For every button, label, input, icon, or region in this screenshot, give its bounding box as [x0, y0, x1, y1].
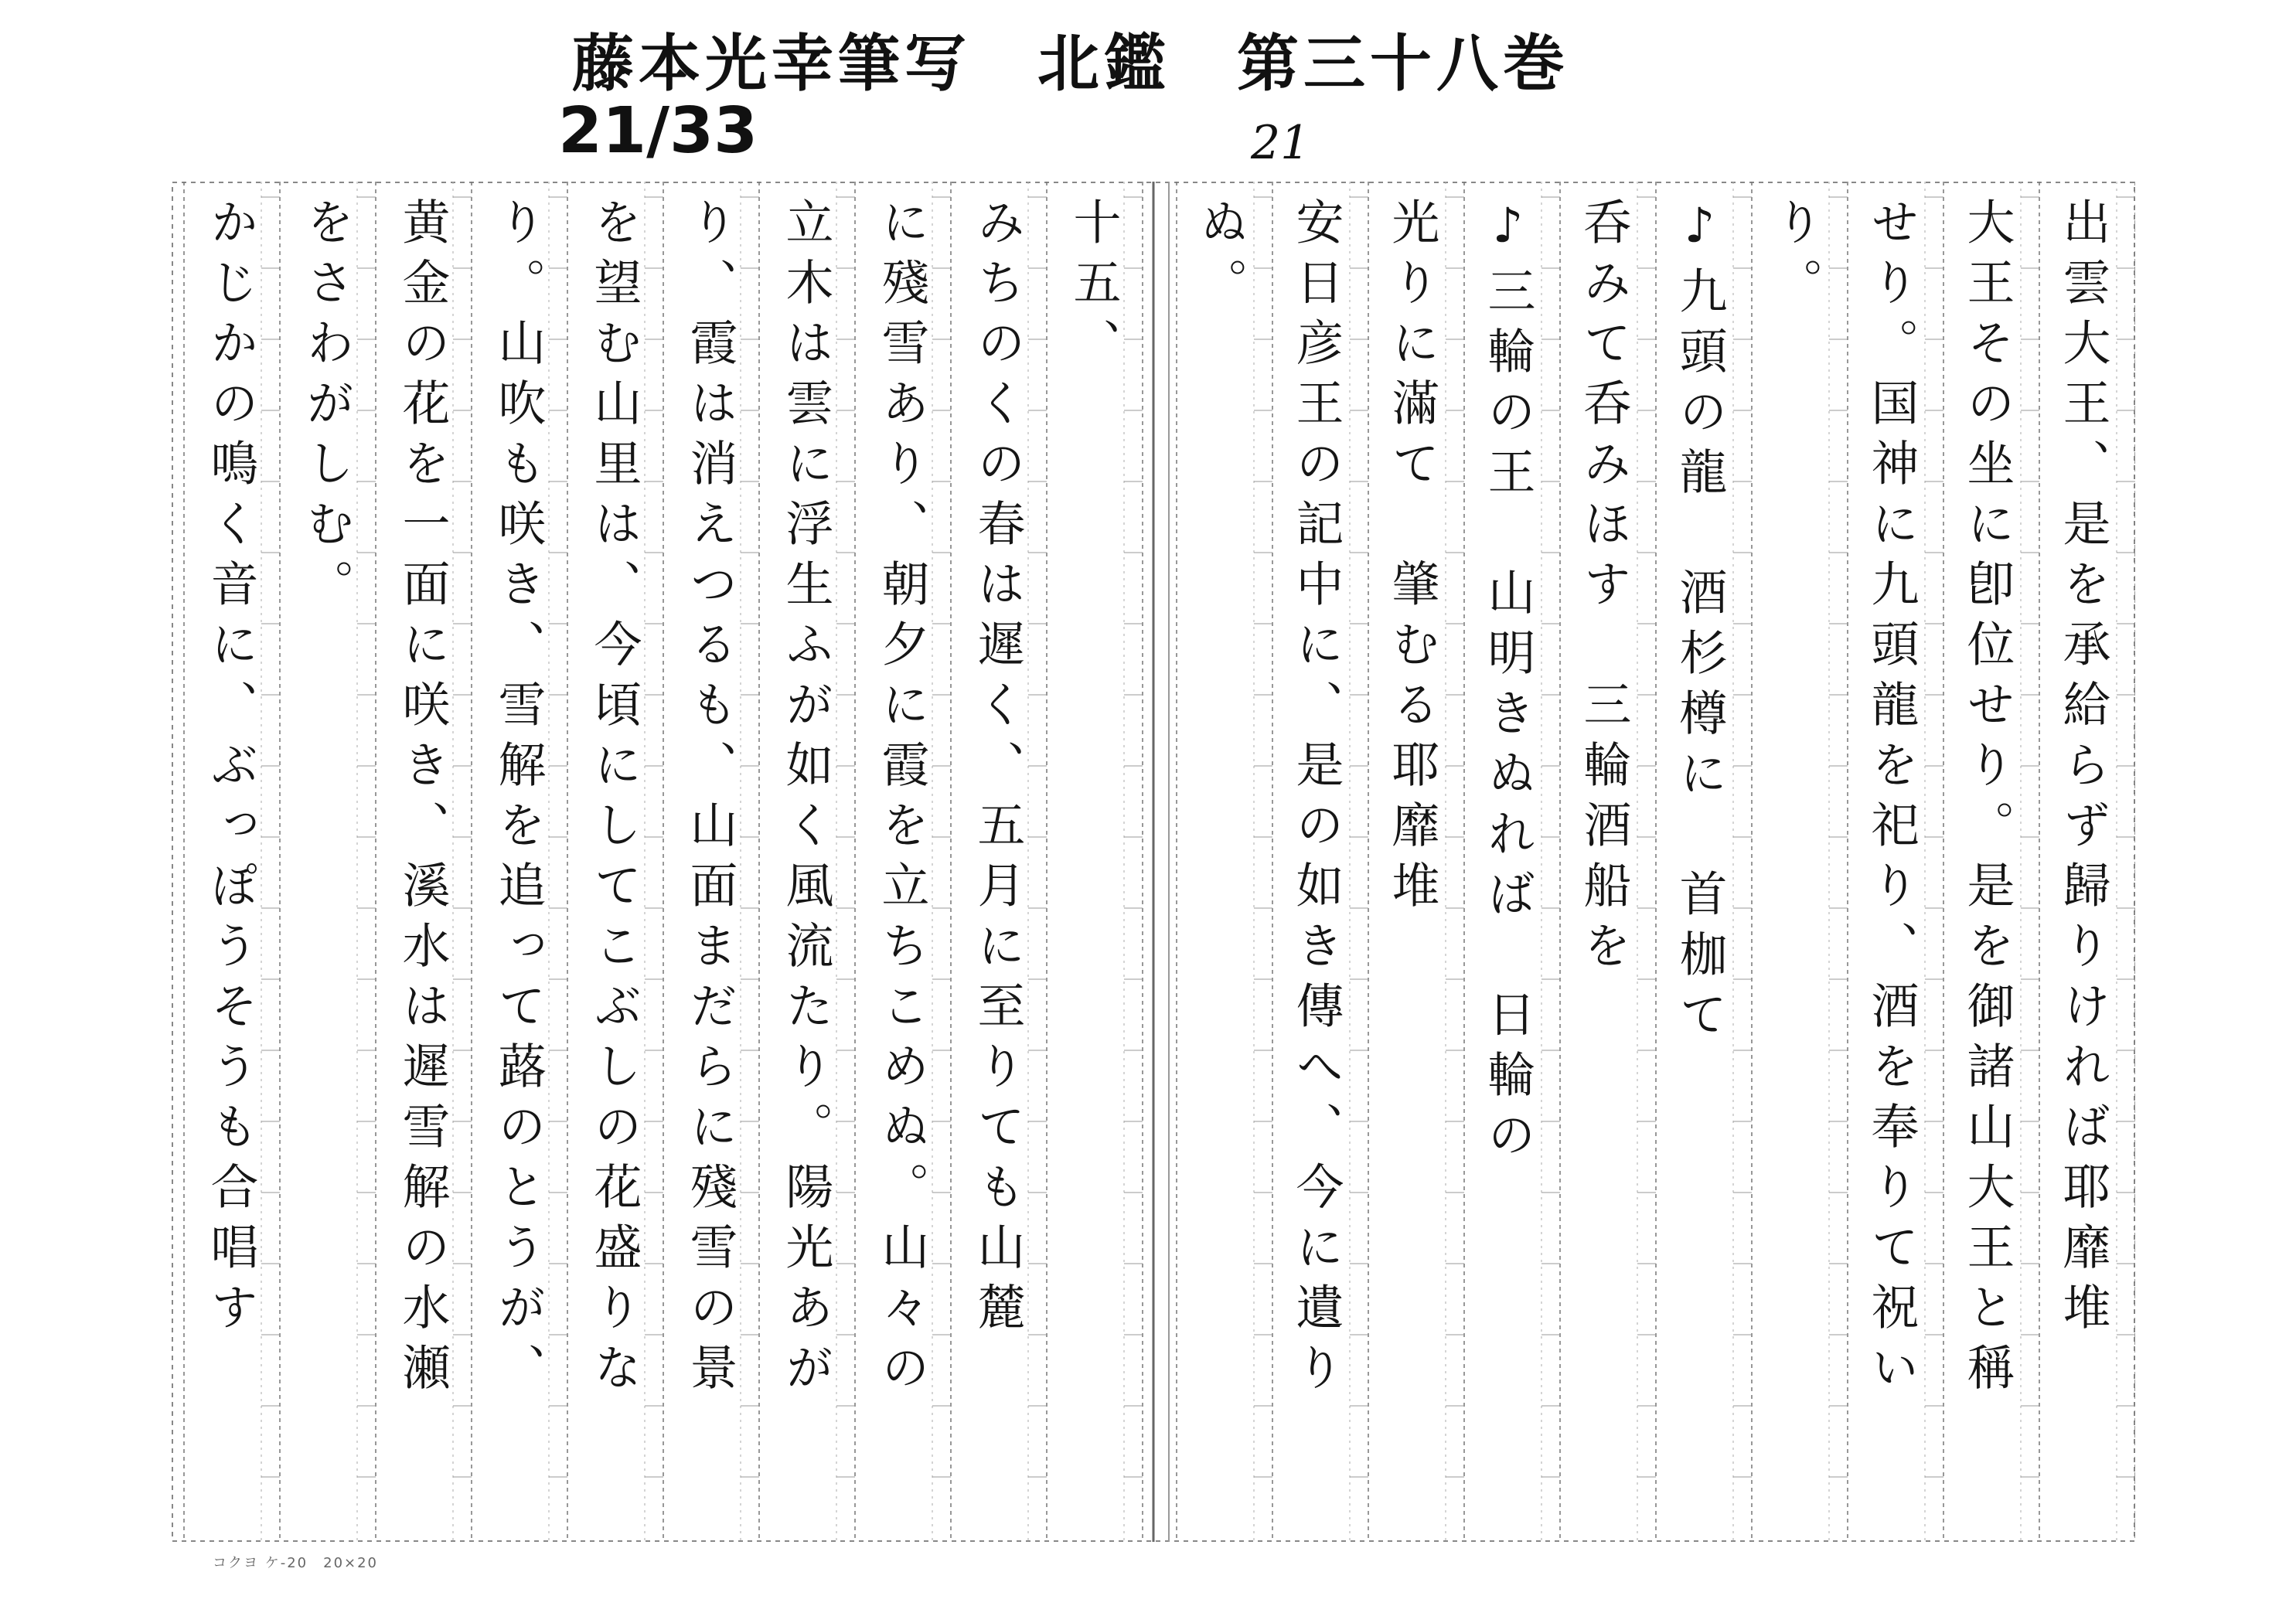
left-column-1: 十五、: [1065, 197, 1122, 378]
page-counter: 21/33: [558, 94, 758, 168]
left-column-4: 立木は雲に浮生ふが如く風流たり。陽光あが: [778, 197, 834, 1403]
left-column-7: り。山吹も咲き、雪解を追って蕗のとうが、: [490, 197, 547, 1403]
right-column-4: り。: [1767, 197, 1824, 318]
left-column-8: 黄金の花を一面に咲き、溪水は遲雪解の水瀬: [394, 197, 451, 1403]
paper-label: コクヨ ケ-20 20×20: [213, 1555, 379, 1571]
right-column-1: 出雲大王、是を承給らず歸りければ耶靡堆: [2055, 197, 2111, 1342]
left-column-5: り、霞は消えつるも、山面まだらに殘雪の景: [682, 197, 738, 1403]
document-title: 藤本光幸筆写 北鑑 第三十八巻: [572, 28, 1569, 100]
manuscript-sheet: [172, 182, 2135, 1542]
right-column-2: 大王その坐に卽位せり。是を御諸山大王と稱: [1959, 197, 2015, 1403]
right-column-6: 呑みて呑みほす 三輪酒船を: [1576, 197, 1632, 981]
left-column-10: かじかの鳴く音に、ぶっぽうそうも合唱す: [203, 197, 259, 1342]
left-column-2: みちのくの春は遲く、五月に至りても山麓: [969, 197, 1026, 1342]
right-column-8: 光りに滿て 肇むる耶靡堆: [1384, 197, 1440, 920]
right-column-3: せり。国神に九頭龍を祀り、酒を奉りて祝い: [1863, 197, 1920, 1403]
right-column-9: 安日彦王の記中に、是の如き傳へ、今に遺り: [1288, 197, 1344, 1403]
left-column-3: に殘雪あり、朝夕に霞を立ちこめぬ。山々の: [874, 197, 930, 1403]
right-column-10: ぬ。: [1192, 197, 1248, 318]
handwritten-page-number: 21: [1251, 116, 1310, 170]
genkou-grid: [172, 182, 2135, 1542]
left-column-9: をさわがしむ。: [298, 197, 355, 619]
right-column-7: ♪三輪の王 山明きぬれば 日輪の: [1480, 197, 1536, 1170]
right-column-5: ♪九頭の龍 酒杉樽に 首枷て: [1671, 197, 1728, 1050]
left-column-6: を望む山里は、今頃にしてこぶしの花盛りな: [586, 197, 642, 1403]
